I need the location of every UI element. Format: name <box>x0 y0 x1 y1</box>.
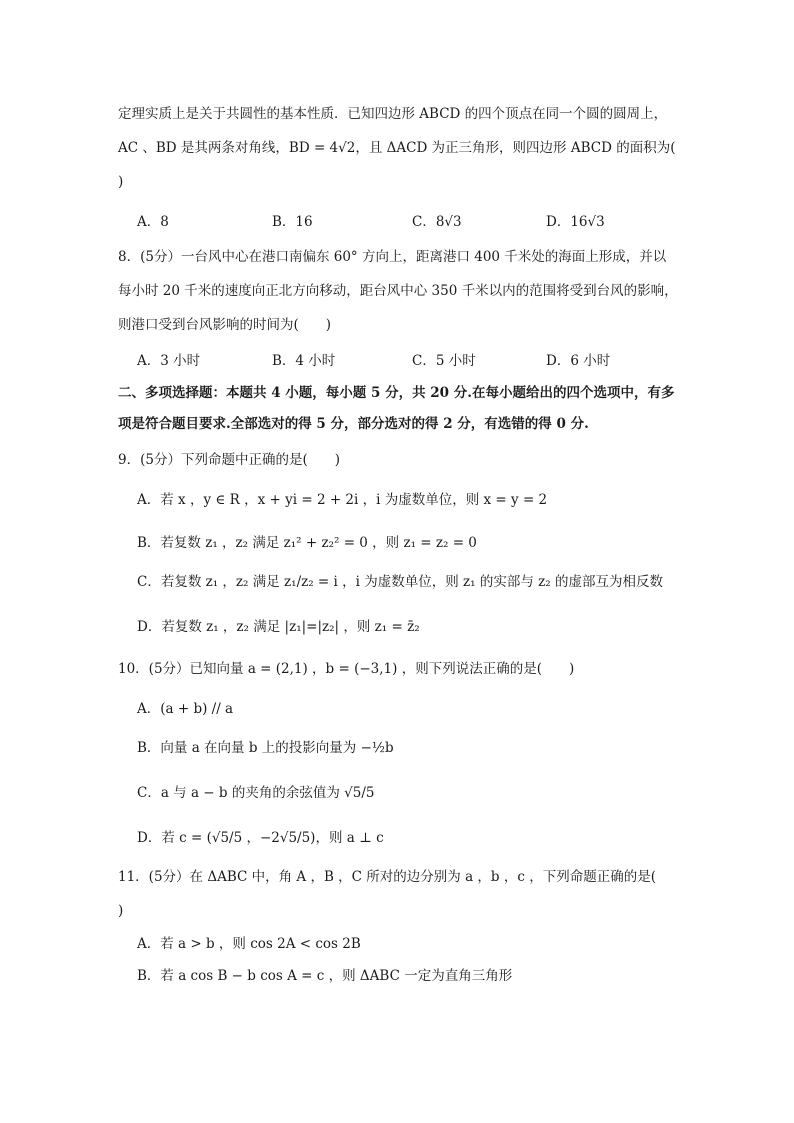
q8-option-a[interactable]: A．3 小时 <box>137 353 201 369</box>
q7-option-a[interactable]: A．8 <box>137 214 169 230</box>
q10-option-d[interactable]: D．若 c = (√5/5 ，−2√5/5)，则 a ⊥ c <box>137 830 384 846</box>
q8-line-3: 则港口受到台风影响的时间为( ) <box>118 317 332 333</box>
q7-option-c[interactable]: C．8√3 <box>412 214 462 230</box>
q7-line-2: AC 、BD 是其两条对角线，BD = 4√2，且 ΔACD 为正三角形，则四边形 ABCD 的面积为( <box>118 140 676 156</box>
q11-option-a[interactable]: A．若 a > b ，则 cos 2A < cos 2B <box>137 936 361 952</box>
q8-line-1: 8．(5分）一台风中心在港口南偏东 60° 方向上，距离港口 400 千米处的海面上形成，并以 <box>118 249 667 265</box>
q8-option-d[interactable]: D．6 小时 <box>546 353 611 369</box>
q9-option-d[interactable]: D．若复数 z₁ ，z₂ 满足 |z₁|=|z₂| ，则 z₁ = z̄₂ <box>137 619 420 635</box>
q10-option-a[interactable]: A．(a + b) // a <box>137 701 234 717</box>
q11-option-b[interactable]: B．若 a cos B − b cos A = c ，则 ΔABC 一定为直角三角形 <box>137 968 513 984</box>
q8-line-2: 每小时 20 千米的速度向正北方向移动，距台风中心 350 千米以内的范围将受到台风的影响， <box>118 283 678 299</box>
q10-option-b[interactable]: B．向量 a 在向量 b 上的投影向量为 −½b <box>137 740 394 756</box>
section2-heading-line-1: 二、多项选择题：本题共 4 小题，每小题 5 分，共 20 分.在每小题给出的四个选项中，有多 <box>118 385 675 401</box>
q7-line-1: 定理实质上是关于共圆性的基本性质．已知四边形 ABCD 的四个顶点在同一个圆的圆周上， <box>118 106 668 122</box>
q9-stem: 9．(5分）下列命题中正确的是( ) <box>118 452 340 468</box>
q9-option-b[interactable]: B．若复数 z₁ ，z₂ 满足 z₁² + z₂² = 0 ，则 z₁ = z₂ = 0 <box>137 535 477 551</box>
q7-option-d[interactable]: D．16√3 <box>546 214 605 230</box>
q10-option-c[interactable]: C．a 与 a − b 的夹角的余弦值为 √5/5 <box>137 785 375 801</box>
q7-option-b[interactable]: B．16 <box>272 214 313 230</box>
section2-heading-line-2: 项是符合题目要求.全部选对的得 5 分，部分选对的得 2 分，有选错的得 0 分. <box>118 416 589 432</box>
q10-stem: 10．(5分）已知向量 a = (2,1) ，b = (−3,1) ，则下列说法正确的是( ) <box>118 661 575 677</box>
q9-option-a[interactable]: A．若 x ，y ∈ R ，x + yi = 2 + 2i ，i 为虚数单位，则 x = y = 2 <box>137 492 548 508</box>
q9-option-c[interactable]: C．若复数 z₁ ，z₂ 满足 z₁/z₂ = i ，i 为虚数单位，则 z₁ 的实部与 z₂ 的虚部互为相反数 <box>137 574 663 590</box>
q7-line-3: ) <box>118 174 124 190</box>
q11-line-1: 11．(5分）在 ΔABC 中，角 A ，B ，C 所对的边分别为 a ，b ，c ，下列命题正确的是( <box>118 869 656 885</box>
q8-option-b[interactable]: B．4 小时 <box>272 353 336 369</box>
q11-line-2: ) <box>118 903 124 919</box>
q8-option-c[interactable]: C．5 小时 <box>412 353 476 369</box>
